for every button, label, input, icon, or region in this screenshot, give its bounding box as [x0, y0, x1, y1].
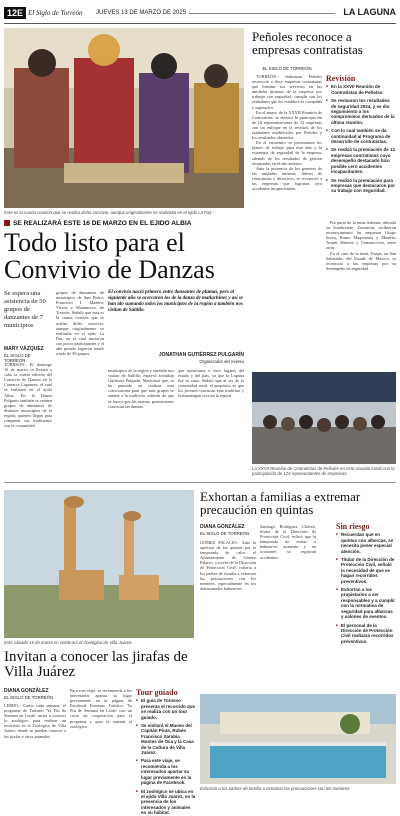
quintas-author-org: EL SIGLO DE TORREÓN — [200, 531, 250, 536]
riesgo-item: ■ El personal de la Dirección de Protección Civil realizará recorridos preventivos. — [336, 623, 396, 645]
paper-name: El Siglo de Torreón — [28, 9, 83, 17]
riesgo-item: ■ Exhortan a los propietarios a ser responsables y a cumplir con la normativa de seguridad para albercas y salones de eventos. — [336, 587, 396, 619]
convivio-pullquote: El convivio nació primero entre danzantes de plumas, pero al siguiente año se acercaron los de la danza de matlachines y así se han ido sumando todos los municipios de la región a también nos visitan de Saltillo. — [108, 290, 243, 313]
masthead — [4, 4, 396, 24]
revision-item: ■ Se realizó la premiación de 12 empresas contratistas cuyo desempeño destacado hizo posible cero accidentes incapacitantes. — [326, 147, 396, 174]
jirafas-col2: Para este viaje, se recomienda a los interesados apartar su lugar previamente en la página de Facebook Fomento Turístico 'Ya Fin de Semana en Lerdo' con un costo de cooperación para el programa y para la entrada al zoológico. — [70, 688, 132, 729]
pool-photo-image — [200, 694, 396, 784]
quintas-col1: GÓMEZ PALACIO.- Ante la apertura de las quintas por la temporada de calor, el Ayuntamiento de Gómez Palacio, a través de la Dirección de Protección Civil, exhorta a los padres de familia a extremar las precauciones con los menores, especialmente en los denominados balnearios. — [200, 540, 256, 591]
issue-date: JUEVES 13 DE MARZO DE 2025 — [96, 10, 187, 16]
quintas-col2: Santiago Rodríguez Chávez, titular de la Dirección de Protección Civil, refirió que la temporada de visitas a balnearios aumenta y en ocasiones se registran accidentes. — [260, 524, 316, 560]
convivio-headline: Todo listo para el Convivio de Danzas — [4, 228, 215, 284]
quintas-author: DIANA GONZÁLEZ — [200, 524, 245, 530]
convivio-deck: Se espera una asistencia de 50 grupos de danzantes de 7 municipios — [4, 290, 46, 329]
dancers-photo — [4, 28, 244, 208]
revision-title: Revisión — [326, 74, 356, 83]
convivio-author: MARY VÁZQUEZ — [4, 346, 44, 352]
kicker-square-icon — [4, 220, 10, 226]
convivio-kicker-text: SE REALIZARÁ ESTE 16 DE MARZO EN EL EJIDO ALBIA — [13, 220, 192, 227]
tour-title: Tour guiado — [136, 688, 178, 697]
penoles-p6: En el caso de la mina Tizapa, en San Sebastián, del Estado de México, se reconoció a las empresas por su desempeño en seguridad. — [326, 250, 396, 271]
riesgo-sidebar — [336, 524, 396, 690]
tour-item: ■ El zoológico se ubica en el ejido Villa Juárez, en la presencia de los interesados y animales en su hábitat. — [136, 789, 196, 816]
riesgo-title: Sin riesgo — [336, 522, 370, 531]
section-name: LA LAGUNA — [339, 7, 396, 17]
dancers-photo-image — [4, 28, 244, 208]
tour-item: ■ Para este viaje, se recomienda a los interesados apartar su lugar previamente en la página de Facebook. — [136, 758, 196, 785]
tour-item: ■ El guía de Turismo presenta el recorrido que se realiza con un tour guiado. — [136, 698, 196, 720]
dancers-photo-caption: Este es la cuarta ocasión que se realiza dicho convivio, aunque originalmente se realizaba en el ejido La Paz. — [4, 210, 213, 215]
penoles-headline: Peñoles reconoce a empresas contratistas — [252, 29, 363, 58]
penoles-p3: En el encuentro se presentaron los planes de trabajo para este año y la estrategia de seguridad de la empresa, además de los resultados de gestión alcanzados en el año anterior. — [252, 140, 322, 166]
section-divider — [4, 482, 396, 483]
revision-item: ■ Se revisaron los resultados de seguridad 2024, y se dio seguimiento a los compromisos derivados de la última reunión. — [326, 98, 396, 125]
tour-item: ■ Se visitará el Museo del Capitán Pinta, Rubén Francisco Sarabia Montes de Oca y la Casa de la Cultura de Villa Juárez. — [136, 723, 196, 755]
pool-photo-caption: Exhortan a los padres de familia a extremar las precauciones con los menores. — [200, 786, 351, 791]
riesgo-item: ■ Titular de la Dirección de Protección Civil, señaló la necesidad de que se hagan recorridos preventivos. — [336, 557, 396, 584]
revision-sidebar — [326, 76, 396, 216]
convivio-kicker — [4, 220, 248, 227]
jirafas-author-org: EL SIGLO DE TORREÓN — [4, 695, 54, 700]
penoles-p1: TORREÓN.- Industrias Peñoles reconoció a doce empresas contratistas que brindan sus servicios en las unidades mineras de la empresa por trabajar con seguridad, cumplir con los estándares que les establece la compañía y superarlos. — [252, 74, 322, 110]
penoles-col2 — [326, 220, 396, 370]
convivio-col4: que transforma a otros lugares del estado y del país, ya que la Laguna fue su cuna. Señaló que al ser de la comunidad rural, el propósito es que los jóvenes conozcan esta tradición y la mantengan viva en la región. — [178, 368, 244, 399]
penoles-photo-caption: La XXVII Reunión de Contratistas de Peñoles en este ocasión contó con la participación de 124 representantes de empresas. — [252, 466, 395, 477]
tour-sidebar — [136, 688, 196, 816]
convivio-col2: grupos de danzantes de municipios de San Pedro, Francisco I. Madero, Viesca y Matamoros, de Torreón. Señaló que esta es la cuarta ocasión que se realiza dicho convivio, aunque originalmente se realizaba en el ejido La Paz, en el cual iniciaron con pocos participantes y el año pasado lograron reunir a más de 30 grupos. — [56, 290, 104, 357]
pullquote-author: JONATHAN GUTIÉRREZ PULGARÍN — [158, 352, 244, 358]
convivio-col3: municipios de la región y también nos visitan de Saltillo, expresó Jonathan Gutiérrez Pulgarín. Mencionó que, se ha pensado en realizar esta convocatoria para que más grupos se sumen a la tradición, además de que se busca que las nuevas generaciones conozcan las danzas. — [108, 368, 174, 409]
convivio-col1: TORREÓN.- El domingo 16 de marzo se llevará a cabo la cuarta edición del Convivio de Danzas en la Comarca Lagunera, el cual se realizará en el ejido Albia. En la Danza Pulgarín también se reúnen grupos de danzantes de distintos municipios de la región, quienes llegan para compartir sus tradiciones con la comunidad. — [4, 362, 52, 429]
penoles-p4: Ante la presencia de los gerentes de las unidades mineras, líderes de contratistas y directivos, se reconoció a las empresas que lograron cero accidentes incapacitantes. — [252, 165, 322, 192]
penoles-p5: Por parte de la mina Sabinas, ubicada en Sombrerete, Zacatecas, recibieron reconocimiento las empresas Grupo Inova, Rumo Maquinaria y Minería, Avanti Minería y Construcción, entre otras. — [326, 220, 396, 251]
giraffe-photo-caption: Este sábado 15 de marzo se celebrará el Zoológico de Villa Juárez. — [4, 640, 133, 645]
pullquote-role: Organizador del evento — [199, 359, 244, 364]
penoles-photo-image — [252, 372, 396, 464]
giraffe-photo-image — [4, 490, 194, 638]
revision-item: ■ Con lo cual también se da continuidad al Programa de desarrollo de contratistas. — [326, 128, 396, 144]
penoles-byline: EL SIGLO DE TORREÓN — [262, 66, 312, 71]
jirafas-author: DIANA GONZÁLEZ — [4, 688, 49, 694]
giraffe-photo — [4, 490, 194, 638]
jirafas-col1: LERDO.- Como cada semana, el programa de Turismo 'Ya Fin de Semana en Lerdo' invita a conocer lo zoológico para realizar un recorrido en el Zoológico de Villa Juárez, donde se pueden conocer a las jirafas y otros animales. — [4, 703, 66, 739]
revision-item: ■ Se realizó la premiación para empresas que destacaron por su trabajo con seguridad. — [326, 178, 396, 194]
penoles-photo — [252, 372, 396, 464]
page-number: 12E — [4, 7, 26, 19]
riesgo-item: ■ Recuerdan que en quintas con albercas, se necesita poner especial atención. — [336, 532, 396, 554]
quintas-headline: Exhortan a familias a extremar precaución en quintas — [200, 489, 361, 518]
revision-item: ■ En la XXVII Reunión de Contratistas de Peñoles: — [326, 84, 396, 95]
penoles-col1 — [252, 74, 322, 364]
pool-photo — [200, 694, 396, 784]
jirafas-headline: Invitan a conocer las jirafas de Villa Juárez — [4, 649, 188, 681]
convivio-author-org: EL SIGLO DE TORREÓN — [4, 353, 31, 363]
penoles-p2: En el marco de la XXVII Reunión de Contratistas, se destacó la participación de 16 representaciones de 12 empresas con un enfoque en la revisión de los estándares establecidos por Peñoles y los resultados obtenidos. — [252, 109, 322, 141]
